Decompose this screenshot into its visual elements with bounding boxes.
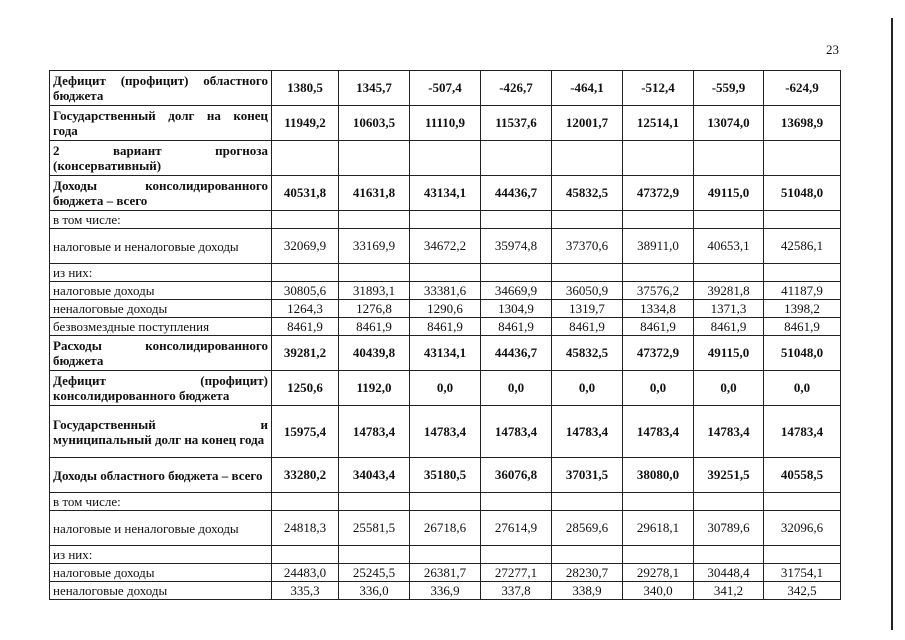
value-cell: 26381,7 — [410, 564, 481, 582]
row-label: Дефицит (профицит) областного бюджета — [50, 71, 272, 106]
table-row — [50, 282, 841, 300]
row-label: Государственный и муниципальный долг на конец года — [50, 406, 272, 458]
value-cell: 24818,3 — [272, 511, 339, 546]
value-cell: 29278,1 — [623, 564, 694, 582]
value-cell: 37031,5 — [552, 458, 623, 493]
value-cell: 49115,0 — [694, 176, 764, 211]
value-cell: 0,0 — [410, 371, 481, 406]
row-label: налоговые доходы — [50, 282, 272, 300]
table-row — [50, 336, 841, 371]
value-cell: 38911,0 — [623, 229, 694, 264]
value-cell: 43134,1 — [410, 176, 481, 211]
value-cell: 44436,7 — [481, 336, 552, 371]
row-label: налоговые доходы — [50, 564, 272, 582]
value-cell: 34672,2 — [410, 229, 481, 264]
row-label: Доходы консолидированного бюджета – всего — [50, 176, 272, 211]
value-cell: 335,3 — [272, 582, 339, 600]
value-cell: -464,1 — [552, 71, 623, 106]
row-label: из них: — [50, 264, 272, 282]
value-cell — [339, 211, 410, 229]
value-cell — [694, 493, 764, 511]
value-cell: 14783,4 — [481, 406, 552, 458]
value-cell: -512,4 — [623, 71, 694, 106]
row-label: неналоговые доходы — [50, 582, 272, 600]
row-label: Государственный долг на конец года — [50, 106, 272, 141]
value-cell — [481, 141, 552, 176]
value-cell: 35180,5 — [410, 458, 481, 493]
value-cell: 40439,8 — [339, 336, 410, 371]
row-label: Расходы консолидированного бюджета — [50, 336, 272, 371]
value-cell — [623, 493, 694, 511]
value-cell — [623, 141, 694, 176]
value-cell — [623, 264, 694, 282]
value-cell — [410, 493, 481, 511]
value-cell — [272, 493, 339, 511]
value-cell: 1345,7 — [339, 71, 410, 106]
value-cell: 28230,7 — [552, 564, 623, 582]
row-label: в том числе: — [50, 211, 272, 229]
value-cell — [481, 493, 552, 511]
value-cell: 11537,6 — [481, 106, 552, 141]
value-cell: 8461,9 — [410, 318, 481, 336]
value-cell: 0,0 — [552, 371, 623, 406]
value-cell — [272, 141, 339, 176]
value-cell: 0,0 — [481, 371, 552, 406]
value-cell: 37370,6 — [552, 229, 623, 264]
table-row — [50, 264, 841, 282]
value-cell: 30805,6 — [272, 282, 339, 300]
value-cell: 25581,5 — [339, 511, 410, 546]
value-cell — [623, 546, 694, 564]
value-cell: 34669,9 — [481, 282, 552, 300]
table-row — [50, 300, 841, 318]
value-cell: 15975,4 — [272, 406, 339, 458]
value-cell: 1192,0 — [339, 371, 410, 406]
value-cell: 14783,4 — [694, 406, 764, 458]
value-cell: 47372,9 — [623, 336, 694, 371]
row-label: из них: — [50, 546, 272, 564]
value-cell: 24483,0 — [272, 564, 339, 582]
value-cell: 0,0 — [694, 371, 764, 406]
value-cell: 44436,7 — [481, 176, 552, 211]
value-cell: 47372,9 — [623, 176, 694, 211]
value-cell: 36076,8 — [481, 458, 552, 493]
row-label: налоговые и неналоговые доходы — [50, 229, 272, 264]
value-cell: 11110,9 — [410, 106, 481, 141]
value-cell: 14783,4 — [552, 406, 623, 458]
value-cell: 14783,4 — [410, 406, 481, 458]
value-cell: 8461,9 — [623, 318, 694, 336]
table-row — [50, 141, 841, 176]
value-cell: 32069,9 — [272, 229, 339, 264]
value-cell — [694, 264, 764, 282]
value-cell: 8461,9 — [694, 318, 764, 336]
value-cell: 45832,5 — [552, 176, 623, 211]
value-cell: 51048,0 — [764, 176, 841, 211]
value-cell: 29618,1 — [623, 511, 694, 546]
table-row — [50, 493, 841, 511]
value-cell: 10603,5 — [339, 106, 410, 141]
value-cell: 1334,8 — [623, 300, 694, 318]
value-cell — [764, 264, 841, 282]
value-cell — [764, 141, 841, 176]
value-cell — [410, 141, 481, 176]
value-cell: 12001,7 — [552, 106, 623, 141]
value-cell: 43134,1 — [410, 336, 481, 371]
value-cell: 1380,5 — [272, 71, 339, 106]
value-cell: 27277,1 — [481, 564, 552, 582]
value-cell: 49115,0 — [694, 336, 764, 371]
value-cell: 12514,1 — [623, 106, 694, 141]
value-cell — [339, 493, 410, 511]
value-cell: 30789,6 — [694, 511, 764, 546]
value-cell: 36050,9 — [552, 282, 623, 300]
value-cell — [339, 546, 410, 564]
value-cell: 13698,9 — [764, 106, 841, 141]
value-cell: 336,9 — [410, 582, 481, 600]
value-cell — [552, 264, 623, 282]
table-row — [50, 546, 841, 564]
value-cell: 341,2 — [694, 582, 764, 600]
table-row — [50, 582, 841, 600]
table-row — [50, 318, 841, 336]
value-cell: 41187,9 — [764, 282, 841, 300]
value-cell: 11949,2 — [272, 106, 339, 141]
value-cell — [764, 546, 841, 564]
value-cell: 40653,1 — [694, 229, 764, 264]
value-cell: 31754,1 — [764, 564, 841, 582]
value-cell: 1264,3 — [272, 300, 339, 318]
value-cell: 33169,9 — [339, 229, 410, 264]
value-cell — [410, 211, 481, 229]
table-row — [50, 406, 841, 458]
value-cell: 39251,5 — [694, 458, 764, 493]
value-cell: -624,9 — [764, 71, 841, 106]
value-cell: 40531,8 — [272, 176, 339, 211]
value-cell: 51048,0 — [764, 336, 841, 371]
row-label: Доходы областного бюджета – всего — [50, 458, 272, 493]
table-row — [50, 511, 841, 546]
value-cell: 1371,3 — [694, 300, 764, 318]
value-cell — [272, 264, 339, 282]
value-cell: 30448,4 — [694, 564, 764, 582]
value-cell — [481, 211, 552, 229]
table-row — [50, 211, 841, 229]
value-cell — [410, 264, 481, 282]
budget-forecast-table — [49, 70, 841, 600]
value-cell: 336,0 — [339, 582, 410, 600]
table-row — [50, 458, 841, 493]
value-cell: 34043,4 — [339, 458, 410, 493]
value-cell: 8461,9 — [764, 318, 841, 336]
value-cell: 14783,4 — [339, 406, 410, 458]
value-cell — [481, 546, 552, 564]
value-cell — [272, 211, 339, 229]
value-cell: 25245,5 — [339, 564, 410, 582]
table-row — [50, 371, 841, 406]
value-cell: 27614,9 — [481, 511, 552, 546]
value-cell: 0,0 — [764, 371, 841, 406]
value-cell: 37576,2 — [623, 282, 694, 300]
value-cell — [339, 264, 410, 282]
value-cell: 33280,2 — [272, 458, 339, 493]
table-row — [50, 176, 841, 211]
value-cell: -426,7 — [481, 71, 552, 106]
row-label: налоговые и неналоговые доходы — [50, 511, 272, 546]
row-label: неналоговые доходы — [50, 300, 272, 318]
value-cell: 14783,4 — [623, 406, 694, 458]
value-cell — [623, 211, 694, 229]
value-cell: 32096,6 — [764, 511, 841, 546]
value-cell: 340,0 — [623, 582, 694, 600]
value-cell: 1276,8 — [339, 300, 410, 318]
value-cell — [552, 211, 623, 229]
value-cell: 8461,9 — [272, 318, 339, 336]
value-cell: 0,0 — [623, 371, 694, 406]
table-row — [50, 229, 841, 264]
value-cell: 8461,9 — [481, 318, 552, 336]
value-cell: 42586,1 — [764, 229, 841, 264]
value-cell: 45832,5 — [552, 336, 623, 371]
value-cell: 1290,6 — [410, 300, 481, 318]
row-label: безвозмездные поступления — [50, 318, 272, 336]
value-cell — [694, 141, 764, 176]
table-row — [50, 106, 841, 141]
row-label: 2 вариант прогноза (консервативный) — [50, 141, 272, 176]
value-cell: -559,9 — [694, 71, 764, 106]
value-cell: 33381,6 — [410, 282, 481, 300]
value-cell — [272, 546, 339, 564]
value-cell: 1319,7 — [552, 300, 623, 318]
value-cell — [339, 141, 410, 176]
value-cell: 1398,2 — [764, 300, 841, 318]
value-cell — [552, 493, 623, 511]
value-cell: 337,8 — [481, 582, 552, 600]
value-cell: 26718,6 — [410, 511, 481, 546]
value-cell: -507,4 — [410, 71, 481, 106]
value-cell — [694, 546, 764, 564]
value-cell: 38080,0 — [623, 458, 694, 493]
table-row — [50, 71, 841, 106]
page-edge-rule — [891, 18, 893, 630]
row-label: Дефицит (профицит) консолидированного бюджета — [50, 371, 272, 406]
value-cell: 1304,9 — [481, 300, 552, 318]
value-cell — [552, 546, 623, 564]
value-cell — [552, 141, 623, 176]
value-cell: 35974,8 — [481, 229, 552, 264]
page-number: 23 — [826, 42, 839, 57]
value-cell: 28569,6 — [552, 511, 623, 546]
value-cell: 338,9 — [552, 582, 623, 600]
table-body — [50, 71, 841, 600]
table-row — [50, 564, 841, 582]
value-cell: 40558,5 — [764, 458, 841, 493]
value-cell: 342,5 — [764, 582, 841, 600]
value-cell: 13074,0 — [694, 106, 764, 141]
value-cell — [481, 264, 552, 282]
value-cell: 8461,9 — [552, 318, 623, 336]
value-cell — [764, 211, 841, 229]
value-cell: 39281,2 — [272, 336, 339, 371]
value-cell: 1250,6 — [272, 371, 339, 406]
value-cell: 39281,8 — [694, 282, 764, 300]
value-cell: 14783,4 — [764, 406, 841, 458]
value-cell: 41631,8 — [339, 176, 410, 211]
value-cell: 8461,9 — [339, 318, 410, 336]
value-cell — [410, 546, 481, 564]
row-label: в том числе: — [50, 493, 272, 511]
value-cell: 31893,1 — [339, 282, 410, 300]
value-cell — [694, 211, 764, 229]
value-cell — [764, 493, 841, 511]
